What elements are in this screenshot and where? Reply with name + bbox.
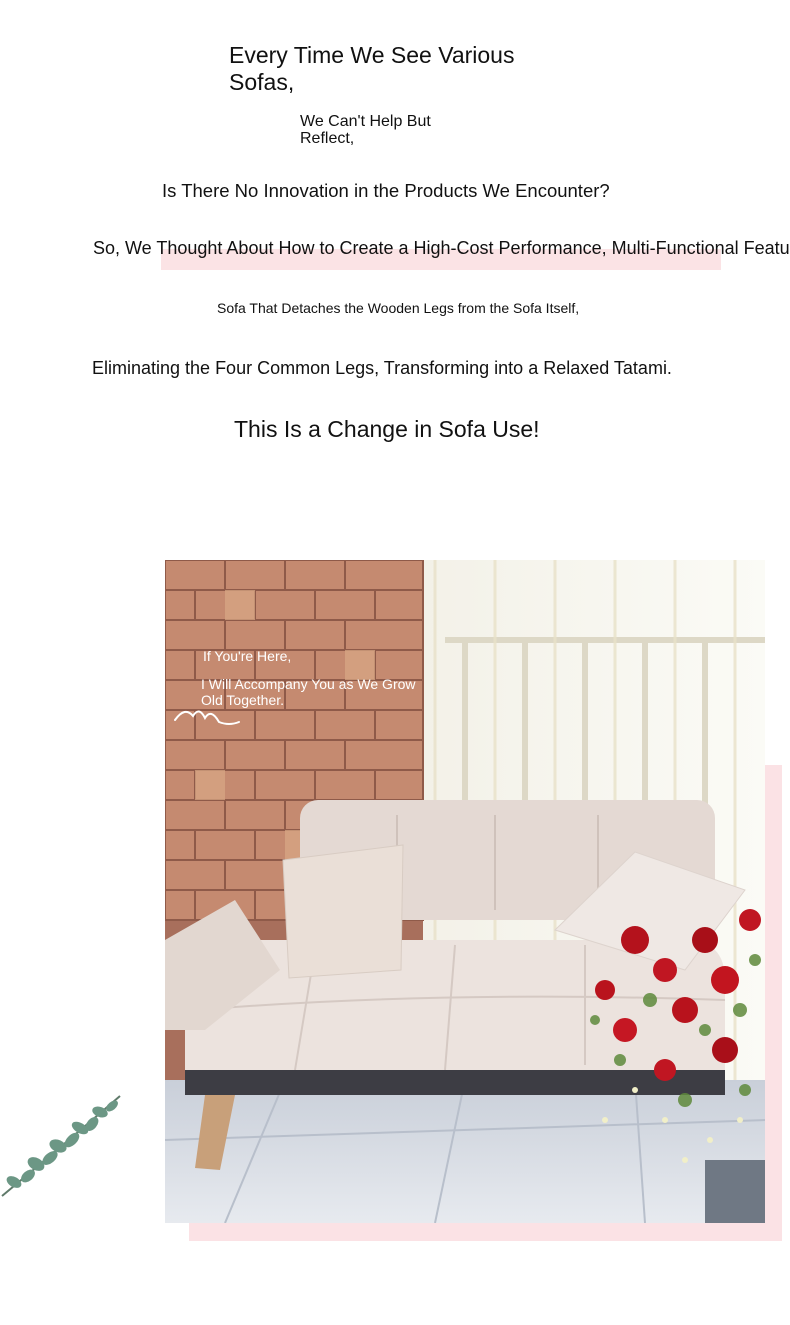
eucalyptus-branch-icon xyxy=(0,1088,125,1203)
headline-line-5: Sofa That Detaches the Wooden Legs from the Sofa Itself, xyxy=(217,300,580,316)
headline-line-6: Eliminating the Four Common Legs, Transforming into a Relaxed Tatami. xyxy=(92,358,672,378)
headline-line-3: Is There No Innovation in the Products We Encounter? xyxy=(162,180,610,201)
signature-scribble-icon xyxy=(173,700,243,730)
headline-line-2: We Can't Help But Reflect, xyxy=(300,113,431,147)
headline-line-7: This Is a Change in Sofa Use! xyxy=(234,416,540,442)
headline-line-1: Every Time We See Various Sofas, xyxy=(229,42,515,95)
sofa-photo xyxy=(165,560,765,1223)
photo-caption-line-2: I Will Accompany You as We Grow Old Together. xyxy=(201,676,416,708)
headline-line-4: So, We Thought About How to Create a High-Cost Performance, Multi-Functional Featu xyxy=(93,238,790,258)
photo-caption-line-1: If You're Here, xyxy=(203,648,292,664)
